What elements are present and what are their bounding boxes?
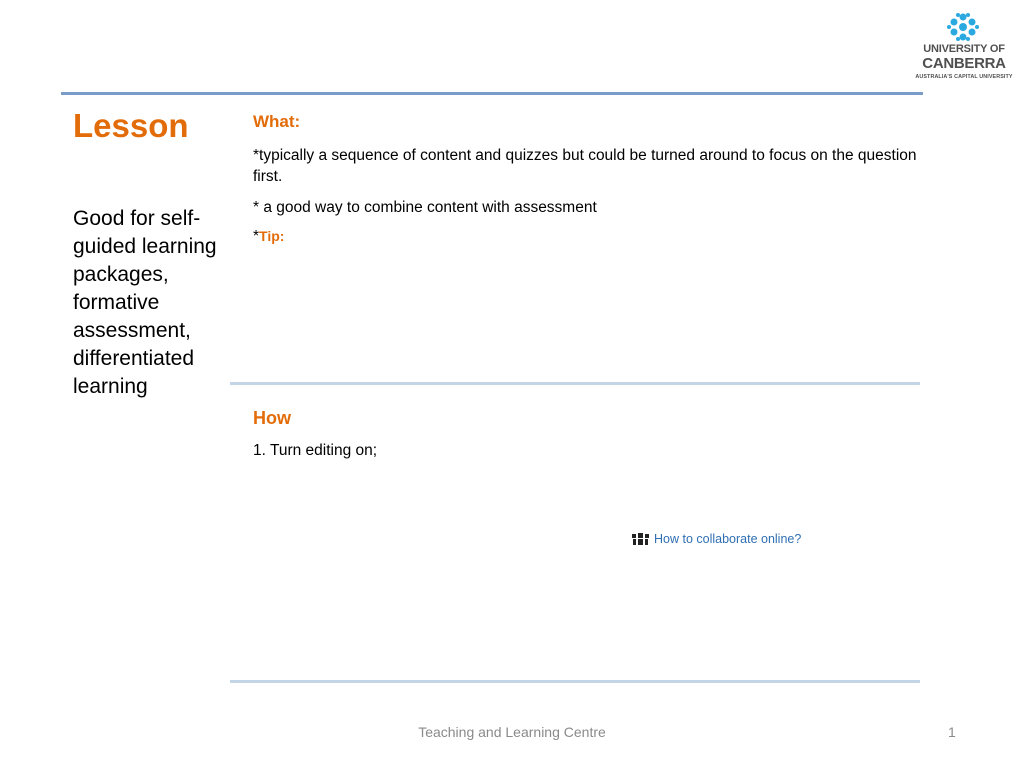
tip-line (253, 226, 918, 247)
tip-label: Tip: (259, 228, 285, 244)
logo-university-of: UNIVERSITY OF (923, 43, 1005, 55)
collaborate-online-link[interactable] (632, 532, 801, 546)
page-number: 1 (948, 724, 956, 740)
footer-text: Teaching and Learning Centre (418, 724, 606, 740)
how-step-1: 1. Turn editing on; (253, 442, 378, 459)
what-heading: What: (253, 112, 301, 131)
header-divider (61, 92, 923, 95)
slide-title: Lesson (73, 107, 189, 144)
logo-tagline: AUSTRALIA'S CAPITAL UNIVERSITY (915, 74, 1013, 80)
how-heading: How (253, 408, 291, 428)
what-point-2: * a good way to combine content with assessment (253, 199, 597, 216)
university-logo (905, 12, 1023, 84)
section-divider-what (230, 382, 920, 385)
logo-canberra: CANBERRA (922, 55, 1006, 72)
slide-description: Good for self-guided learning packages, formative assessment, differentiated learning (73, 207, 217, 398)
what-point-1: *typically a sequence of content and quizzes but could be turned around to focus on the question first. (253, 147, 917, 185)
tip-prefix: * (253, 228, 260, 245)
collaborate-link-text: How to collaborate online? (654, 532, 802, 546)
section-divider-how (230, 680, 920, 683)
snowflake-logo-icon (946, 12, 980, 42)
people-icon (632, 532, 650, 546)
